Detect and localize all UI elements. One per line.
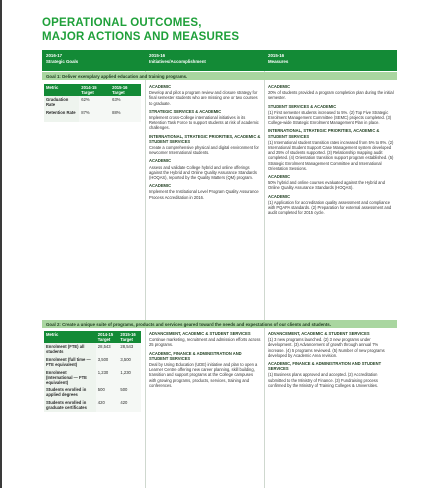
- measure-text: (1) Business plans approved and accepted. (2) Accreditation submitted to the Ministry of Finance. (3) Fundraising process confirmed by the Ministry of Training Colleges & Universities.: [268, 372, 379, 388]
- initiative-text: Create a comprehensive physical and digital environment for newcomer International students.: [149, 145, 259, 156]
- initiative-heading: ADVANCEMENT, ACADEMIC & STUDENT SERVICES: [149, 331, 251, 336]
- initiative-heading: ACADEMIC: [149, 84, 172, 89]
- initiative-heading: ACADEMIC: [149, 183, 172, 189]
- measure-heading: ADVANCEMENT, ACADEMIC & STUDENT SERVICES: [268, 331, 370, 336]
- table-row: [44, 356, 141, 369]
- table-cell: 28,543: [96, 343, 119, 356]
- table-cell: 2015-16 Target: [118, 331, 141, 343]
- table-header: [42, 50, 397, 71]
- measure-heading: ACADEMIC: [268, 84, 291, 89]
- measure-heading: ACADEMIC: [268, 193, 291, 199]
- initiative-heading: INTERNATIONAL, STRATEGIC PRIORITIES, ACADEMIC & STUDENT SERVICES: [149, 133, 261, 144]
- initiative-heading: ACADEMIC, FINANCE & ADMINISTRATION AND STUDENT SERVICES: [149, 350, 242, 361]
- table-cell: 2015-16 Target: [110, 84, 141, 96]
- measure-heading: ACADEMIC, FINANCE & ADMINISTRATION AND STUDENT SERVICES: [268, 361, 382, 372]
- table-cell: Students enrolled in applied degrees: [44, 386, 96, 399]
- initiative-text: Implement cross-College international initiatives in its Retention Task Force to support students at risk of academic challenges.: [149, 115, 259, 131]
- goal-1-measures: [268, 84, 394, 218]
- column-divider: [264, 71, 265, 488]
- table-cell: 88%: [110, 109, 141, 122]
- title-line-1: OPERATIONAL OUTCOMES,: [42, 17, 202, 29]
- goal-1-initiatives: [149, 84, 261, 203]
- header-col2-year: 2015-16: [149, 53, 166, 58]
- table-cell: 63%: [110, 96, 141, 109]
- measure-heading: STUDENT SERVICES & ACADEMIC: [268, 103, 337, 109]
- goal-1-metrics-table: [44, 84, 141, 122]
- initiative-heading: STRATEGIC SERVICES & ACADEMIC: [149, 108, 222, 114]
- table-cell: Retention Rate: [44, 109, 79, 122]
- initiative-text: Implement the Institutional Level Program Quality Assurance Process Accreditation in 2016.: [149, 189, 259, 200]
- table-row: [44, 96, 141, 109]
- table-cell: 87%: [79, 109, 110, 122]
- table-row: [44, 109, 141, 122]
- initiative-text: Develop and pilot a program review and closure strategy for final semester students who are missing one or two courses to graduate.: [149, 90, 258, 106]
- table-cell: 28,543: [118, 343, 141, 356]
- table-cell: Enrolment (FTE) all students: [44, 343, 96, 356]
- goal-2-metrics-table: [44, 331, 141, 412]
- header-strategic-goals: [42, 50, 145, 71]
- initiative-heading: ACADEMIC: [149, 158, 172, 164]
- header-col3-label: Measures: [268, 59, 289, 64]
- initiative-text: Assess and validate College hybrid and online offerings against the Hybrid and Online Quality Assurance Standards (HOQAS), reported by the Quality Matters (QM) program.: [149, 164, 257, 181]
- table-cell: Metric: [44, 331, 96, 343]
- table-cell: 2014-15 Target: [79, 84, 110, 96]
- measure-text: (1) Application for accreditation quality assessment and compliance with PQAPA standards. (2) Preparation for external assessment and audit completed for 2015 cycle.: [268, 199, 392, 216]
- goal-1-bar: Goal 1: Deliver exemplary applied education and training programs.: [42, 72, 397, 80]
- table-row: [44, 331, 141, 343]
- table-cell: Graduation Rate: [44, 96, 79, 109]
- measure-text: (1) First semester students increased to 5%. (2) Top Five Strategic Enrolment Management Committee (SEMC) projects completed. (3) College-wide Strategic Enrolment Management Plan in place.: [268, 109, 392, 126]
- column-divider: [145, 71, 146, 488]
- table-cell: 500: [96, 386, 119, 399]
- initiative-text: Deal by Using Education (UDE) initiative and plan to open a Learner Centre offering new career planning, skill building, transition and support programs at the College campuses with growing programs, products, services, training and conferences.: [149, 362, 258, 388]
- page-title: [42, 16, 239, 44]
- table-cell: 62%: [79, 96, 110, 109]
- table-cell: 420: [118, 399, 141, 412]
- table-cell: Enrolment (full time — FTE equivalent): [44, 356, 96, 369]
- goal-2-initiatives: [149, 331, 261, 391]
- header-col3-year: 2015-16: [268, 53, 285, 58]
- table-cell: Enrolment (International — FTE equivalent): [44, 369, 96, 386]
- title-line-2: MAJOR ACTIONS AND MEASURES: [42, 31, 240, 43]
- table-cell: 420: [96, 399, 119, 412]
- table-row: [44, 343, 141, 356]
- initiative-text: Continue marketing, recruitment and admission efforts across 25 programs.: [149, 337, 261, 348]
- table-row: [44, 399, 141, 412]
- measure-heading: INTERNATIONAL, STRATEGIC PRIORITIES, ACADEMIC & STUDENT SERVICES: [268, 128, 380, 139]
- table-cell: Metric: [44, 84, 79, 96]
- measure-heading: ACADEMIC: [268, 174, 291, 180]
- table-cell: 2014-15 Target: [96, 331, 119, 343]
- header-col2-label: Initiatives/Accomplishment: [149, 59, 206, 64]
- header-initiatives: [145, 50, 264, 71]
- table-cell: 3,500: [118, 356, 141, 369]
- goal-2-bar: Goal 2: Create a unique suite of programs, products and services geared toward the needs and expectations of our clients and students.: [42, 320, 397, 328]
- header-col1-label: Strategic Goals: [46, 59, 79, 64]
- header-measures: [264, 50, 397, 71]
- measure-text: (1) International student transition rates increased from 5% to 8%. (2) International Student Support Case Management system developed and 25% of students supported. (3) Relationship mapping audit completed. (4) Orientation transition support program established. (5) Strategic Enrolment Management Committee and International Orientation Sessions.: [268, 139, 394, 171]
- table-row: [44, 84, 141, 96]
- table-cell: 1,230: [118, 369, 141, 386]
- table-cell: Students enrolled in graduate certificates: [44, 399, 96, 412]
- goal-2-measures: [268, 331, 394, 391]
- table-cell: 1,230: [96, 369, 119, 386]
- header-col1-year: 2016-17: [46, 53, 63, 58]
- table-row: [44, 369, 141, 386]
- measure-text: (1) 3 new programs launched. (2) 3 new programs under development. (3) Advancement of growth through annual 7% increase. (4) 5 programs reviewed. (5) Number of new programs developed by Academic Area revision.: [268, 337, 385, 358]
- table-cell: 500: [118, 386, 141, 399]
- measure-text: 20% of students provided a program completion plan during the initial semester.: [268, 90, 394, 101]
- table-row: [44, 386, 141, 399]
- table-cell: 3,500: [96, 356, 119, 369]
- measure-text: 50% hybrid and online courses evaluated against the Hybrid and Online Quality Assurance Standards (HOQAS).: [268, 180, 385, 191]
